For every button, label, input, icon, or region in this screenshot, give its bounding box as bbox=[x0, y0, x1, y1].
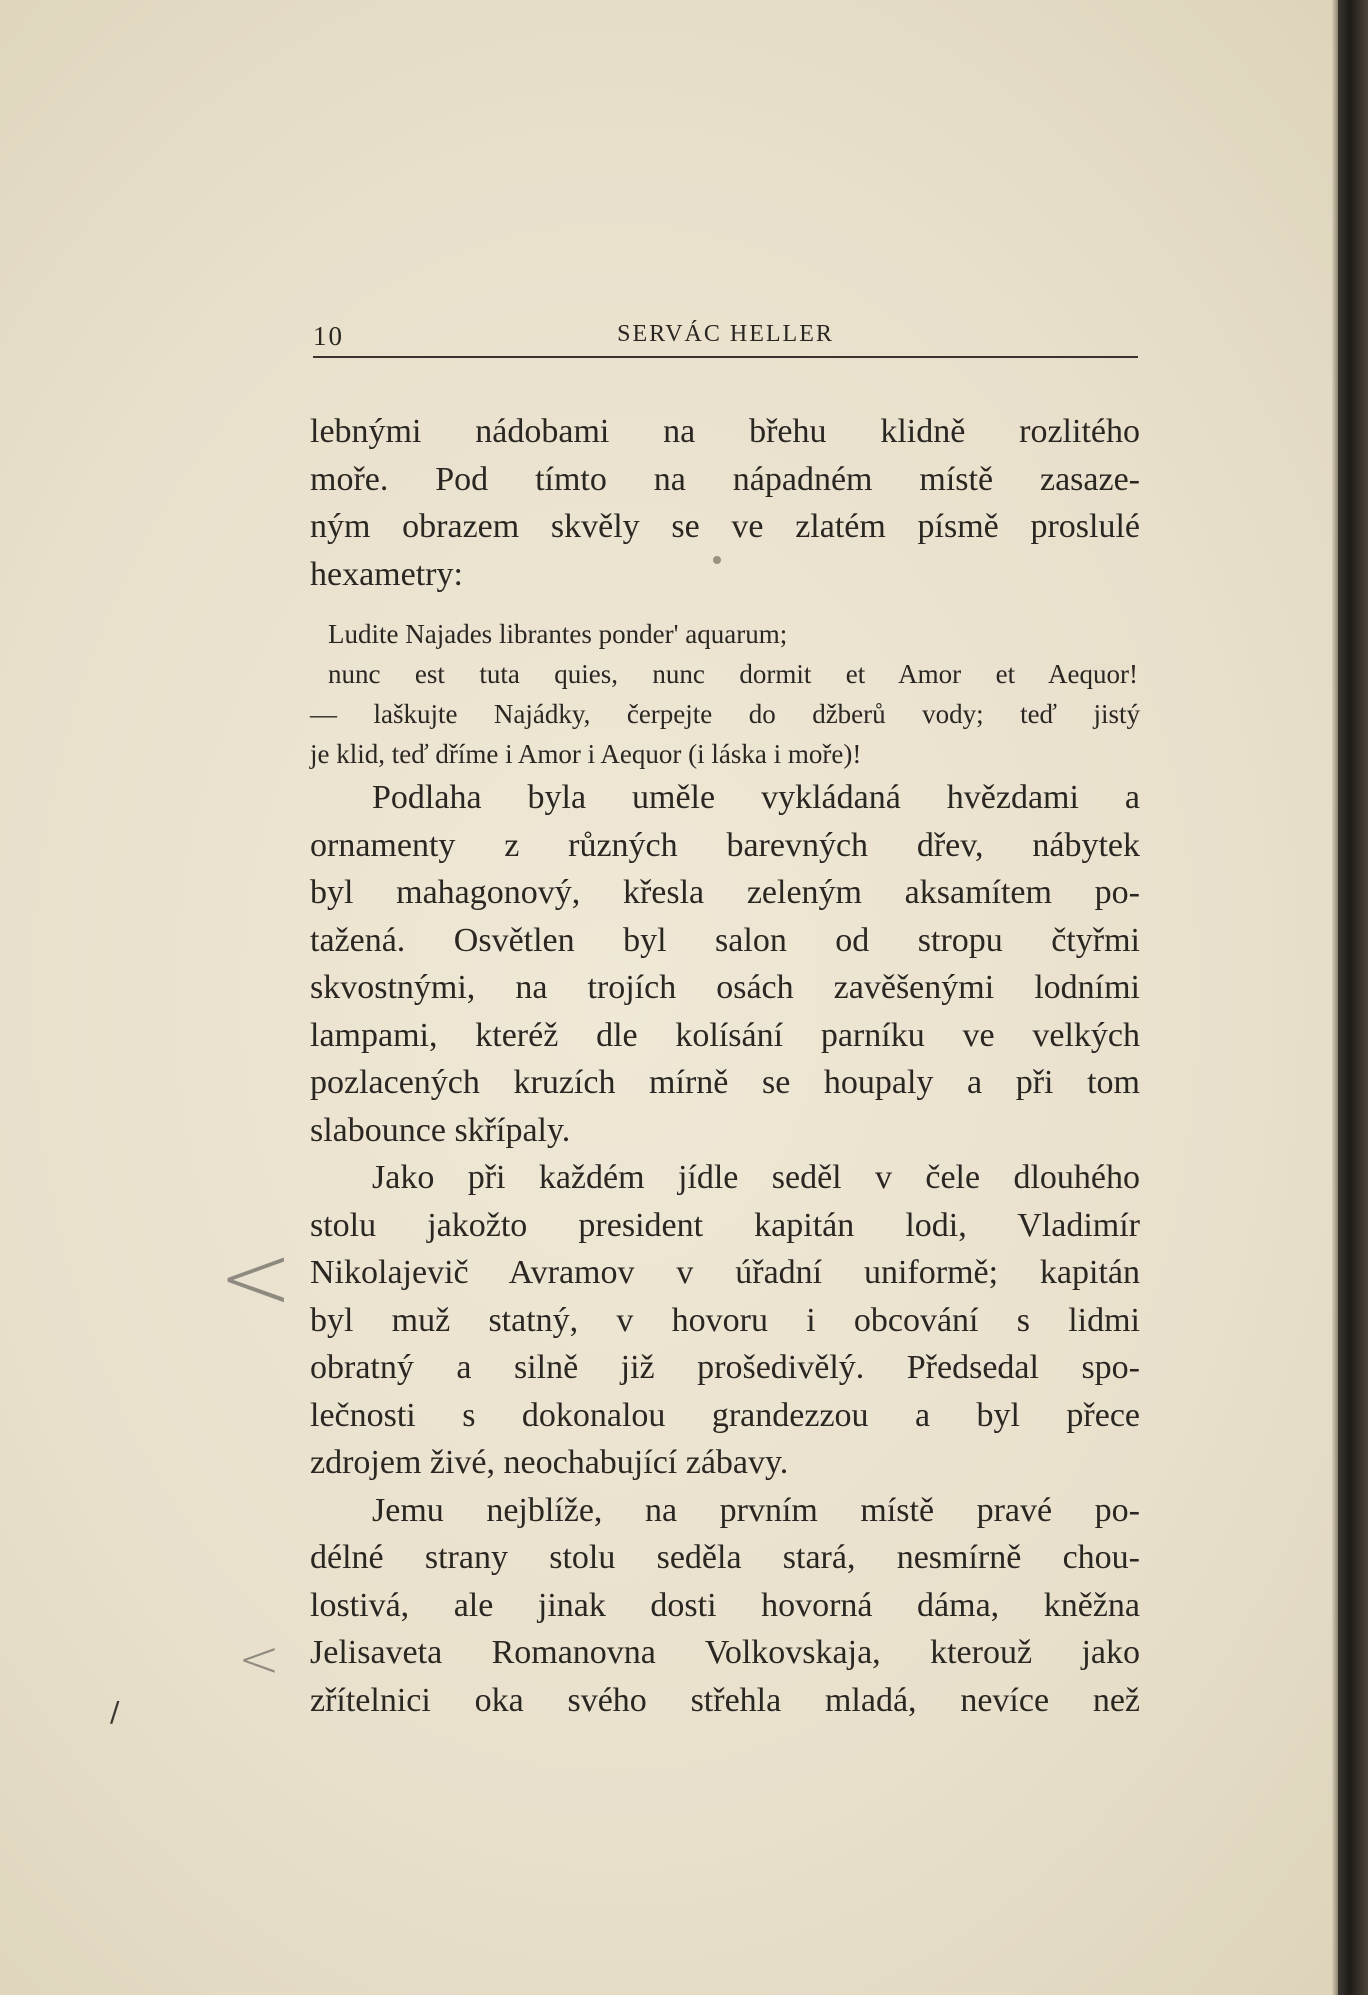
text-line: slabounce skřípaly. bbox=[310, 1111, 571, 1149]
pencil-chevron-mark: < bbox=[238, 1630, 280, 1688]
text-line: hexametry: bbox=[310, 555, 463, 593]
body-text bbox=[310, 408, 1140, 1724]
text-line: zřítelnici oka svého střehla mladá, nevíce než bbox=[310, 1681, 1140, 1719]
text-line: ornamenty z různých barevných dřev, nábytek bbox=[310, 826, 1140, 864]
translation-line: — laškujte Najádky, čerpejte do džberů vody; teď jistý bbox=[310, 699, 1140, 729]
text-line: lečnosti s dokonalou grandezzou a byl přece bbox=[310, 1396, 1140, 1434]
text-line: obratný a silně již prošedivělý. Předsedal spo- bbox=[310, 1349, 1140, 1386]
ink-tick-mark: / bbox=[110, 1695, 120, 1728]
text-line: Jemu nejblíže, na prvním místě pravé po- bbox=[372, 1491, 1140, 1529]
text-line: lebnými nádobami na břehu klidně rozlitého bbox=[310, 413, 1140, 450]
paragraph-princess bbox=[310, 1487, 1140, 1725]
text-line: Jelisaveta Romanovna Volkovskaja, kterouž jako bbox=[310, 1634, 1140, 1671]
text-line: skvostnými, na trojích osách zavěšenými lodními bbox=[310, 969, 1140, 1006]
text-line: lampami, kteréž dle kolísání parníku ve velkých bbox=[310, 1016, 1140, 1054]
latin-verse bbox=[328, 614, 1140, 694]
paragraph-floor bbox=[310, 774, 1140, 1154]
text-line: ným obrazem skvěly se ve zlatém písmě proslulé bbox=[310, 508, 1140, 545]
text-line: moře. Pod tímto na nápadném místě zasaze- bbox=[310, 460, 1140, 498]
text-line: délné strany stolu seděla stará, nesmírně chou- bbox=[310, 1539, 1140, 1576]
running-title: SERVÁC HELLER bbox=[617, 321, 834, 347]
paragraph-captain bbox=[310, 1154, 1140, 1487]
text-line: zdrojem živé, neochabující zábavy. bbox=[310, 1444, 789, 1481]
intro-paragraph bbox=[310, 408, 1140, 598]
page-header bbox=[313, 310, 1138, 358]
text-line: pozlacených kruzích mírně se houpaly a při tom bbox=[310, 1064, 1140, 1101]
page-number: 10 bbox=[313, 321, 344, 351]
text-line: Jako při každém jídle seděl v čele dlouhého bbox=[372, 1159, 1140, 1196]
text-line: byl mahagonový, křesla zeleným aksamítem po- bbox=[310, 874, 1140, 911]
text-line: tažená. Osvětlen byl salon od stropu čtyřmi bbox=[310, 921, 1140, 959]
text-line: lostivá, ale jinak dosti hovorná dáma, kněžna bbox=[310, 1586, 1140, 1624]
book-spine bbox=[1338, 0, 1368, 1995]
text-line: byl muž statný, v hovoru i obcování s lidmi bbox=[310, 1301, 1140, 1339]
text-line: stolu jakožto president kapitán lodi, Vladimír bbox=[310, 1206, 1140, 1244]
header-rule bbox=[313, 356, 1138, 358]
verse-translation bbox=[310, 694, 1140, 774]
translation-line: je klid, teď dříme i Amor i Aequor (i láska i moře)! bbox=[310, 739, 862, 769]
text-line: Nikolajevič Avramov v úřadní uniformě; kapitán bbox=[310, 1254, 1140, 1291]
text-line: Podlaha byla uměle vykládaná hvězdami a bbox=[372, 779, 1140, 816]
pencil-chevron-mark: < bbox=[218, 1225, 294, 1330]
verse-line: nunc est tuta quies, nunc dormit et Amor et Aequor! bbox=[328, 659, 1138, 689]
verse-line: Ludite Najades librantes ponder' aquarum; bbox=[328, 619, 788, 649]
